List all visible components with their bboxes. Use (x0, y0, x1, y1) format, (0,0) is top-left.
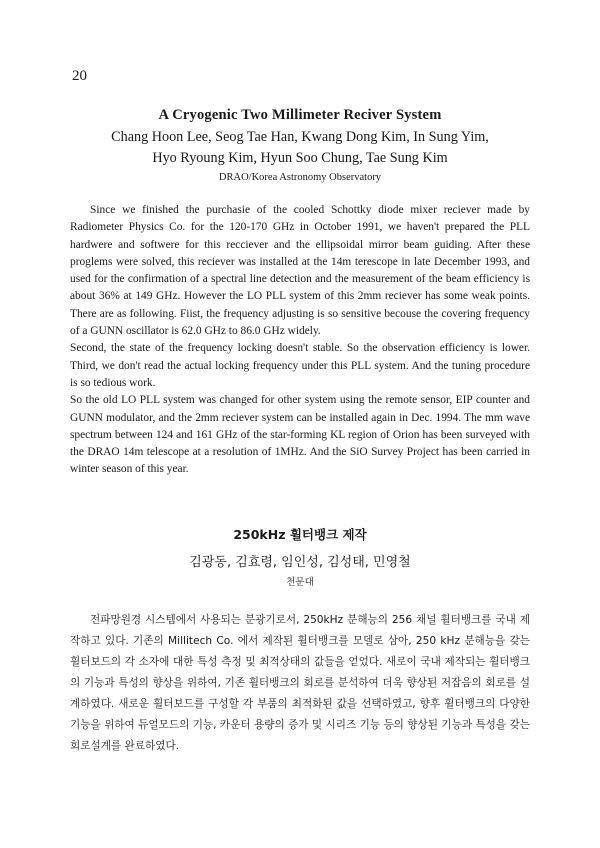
page-number: 20 (72, 68, 87, 84)
korean-paper-authors: 김광동, 김효령, 임인성, 김성태, 민영철 (189, 555, 411, 570)
paper-abstract (70, 202, 530, 479)
abstract-paragraph-2: Second, the state of the frequency locking doesn't stable. So the observation efficiency is lower. Third, we don't read the actual locking frequency under this PLL system. And the tuning procedure is so tedious work. (70, 342, 530, 389)
paper-english (70, 107, 530, 479)
abstract-paragraph-1: Since we finished the purchasie of the cooled Schottky diode mixer reciever made by Radiometer Physics Co. for the 120-170 GHz in October 1991, we haven't prepared the PLL hardwere and softwere for this recciever and the ellipsoidal mirror beam guiding. After these proglems were solved, this reciever was installed at the 14m terescope in late December 1993, and used for the confirmation of a spectral line detection and the measurement of the beam efficiency is about 36% at 149 GHz. However the LO PLL system of this 2mm reciever has some weak points. There are as following. Fiist, the frequency adjusting is so sensitive becouse the covering frequency of a GUNN oscillator is 62.0 GHz to 86.0 GHz widely. (70, 204, 530, 338)
abstract-paragraph-3: So the old LO PLL system was changed for other system using the remote sensor, EIP counter and GUNN modulator, and the 2mm reciever system can be installed again in Dec. 1994. The mm wave spectrum between 124 and 161 GHz of the star-forming KL region of Orion has been surveyed with the DRAO 14m telescope at a resolution of 1MHz. And the SiO Survey Project has been carried in winter season of this year. (70, 394, 530, 476)
paper-authors-line1: Chang Hoon Lee, Seog Tae Han, Kwang Dong Kim, In Sung Yim, (111, 129, 489, 145)
paper-authors-line2: Hyo Ryoung Kim, Hyun Soo Chung, Tae Sung Kim (152, 150, 448, 166)
korean-paper-abstract: 전파망원경 시스템에서 사용되는 분광기로서, 250kHz 분해능의 256 채널 휠터뱅크를 국내 제작하고 있다. 기존의 Millitech Co. 에서 제작된 휠터뱅크를 모델로 삼아, 250 kHz 분해능을 갖는 휠터보드의 각 소자에 대한 특성 측정 및 최적상태의 값들을 얻었다. 새로이 국내 제작되는 휠터뱅크의 기능과 특성의 향상을 위하여, 기존 휠터뱅크의 회로를 분석하여 더욱 향상된 저잡음의 회로를 설계하였다. 새로운 휠터보드를 구성할 각 부품의 최적화된 값을 선택하였고, 향후 휠터뱅크의 다양한 기능을 위하여 듀얼모드의 기능, 카운터 용량의 증가 및 시리즈 기능 등의 향상된 기능과 특성을 갖는 회로설계를 완료하였다. (70, 614, 530, 752)
korean-paper-title: 250kHz 휠터뱅크 제작 (233, 527, 367, 542)
korean-paper-affiliation: 천문대 (286, 577, 314, 588)
paper-affiliation: DRAO/Korea Astronomy Observatory (218, 172, 382, 183)
paper-title: A Cryogenic Two Millimeter Reciver System (158, 107, 442, 123)
paper-korean (70, 525, 530, 757)
